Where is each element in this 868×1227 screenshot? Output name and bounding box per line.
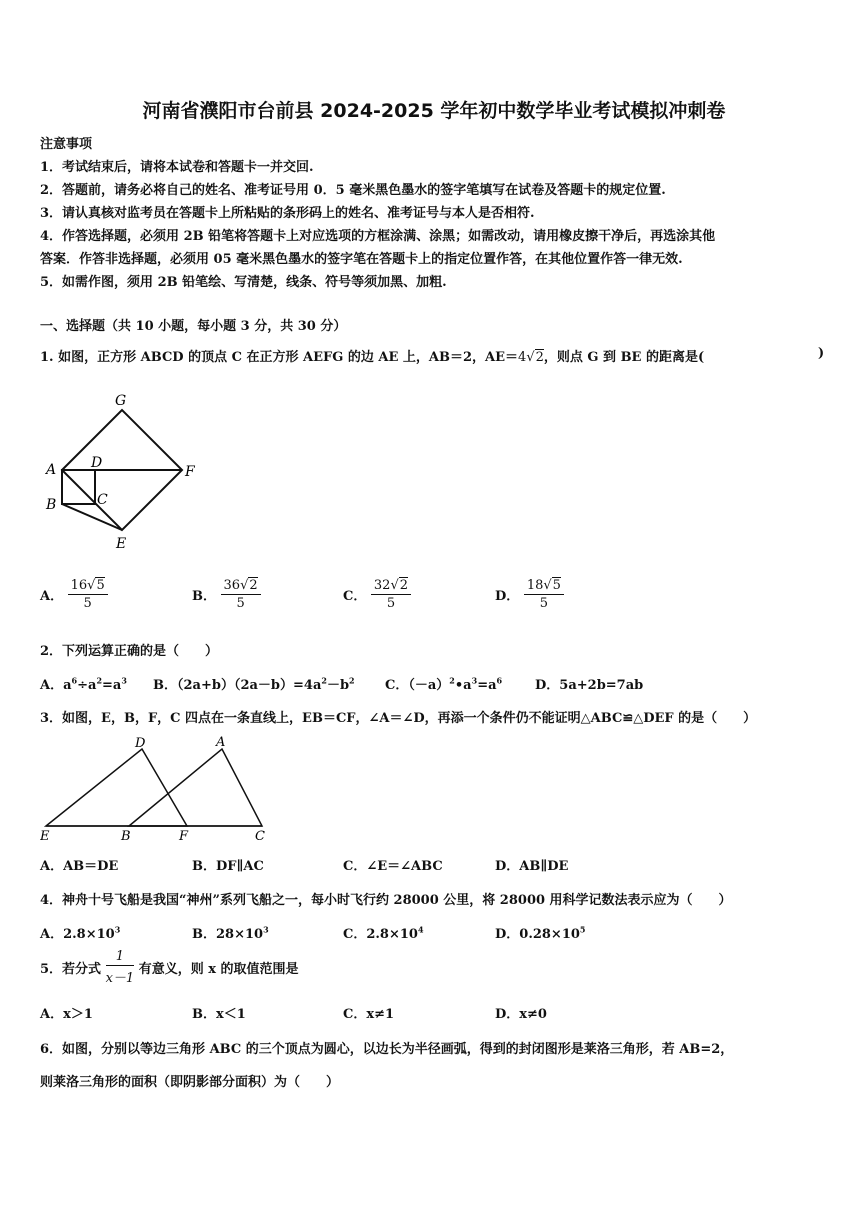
label-c: C bbox=[97, 492, 108, 508]
question-1-option-c: C． $\frac{32√2}{5}$ bbox=[343, 578, 411, 611]
question-1-figure bbox=[40, 388, 210, 558]
question-1-paren: ) bbox=[818, 346, 825, 361]
question-5-text: 5．若分式 $\frac{1}{x-1}$ 有意义，则 x 的取值范围是 bbox=[40, 949, 299, 986]
question-4-option-c: C．$2.8\times 10^4$ bbox=[343, 924, 424, 942]
question-3-option-a: A．AB＝DE bbox=[40, 859, 119, 874]
question-3-option-b: B．DF∥AC bbox=[192, 859, 264, 874]
label-f: F bbox=[185, 464, 195, 480]
triangle-def bbox=[46, 749, 187, 826]
question-3-figure bbox=[40, 732, 272, 844]
notice-item: 答案．作答非选择题，必须用 05 毫米黑色墨水的签字笔在答题卡上的指定位置作答，在其他位置作答一律无效. bbox=[40, 252, 683, 267]
question-5-option-d: D．x≠0 bbox=[495, 1007, 547, 1022]
question-1-option-a: A． $\frac{16√5}{5}$ bbox=[40, 578, 108, 611]
question-2-option-d: D．5a+2b=7ab bbox=[535, 678, 644, 693]
question-3-text: 3．如图，E，B，F，C 四点在一条直线上，EB＝CF，∠A＝∠D，再添一个条件仍不能证明△ABC≌△DEF 的是（ ） bbox=[40, 711, 757, 726]
label-a: A bbox=[46, 462, 57, 478]
question-4-text: 4．神舟十号飞船是我国“神州”系列飞船之一，每小时飞行约 28000 公里，将 28000 用科学记数法表示应为（ ） bbox=[40, 893, 732, 908]
label-e: E bbox=[116, 536, 127, 552]
label-d: D bbox=[135, 736, 146, 751]
question-4-option-b: B．$28\times 10^3$ bbox=[192, 924, 269, 942]
question-2-option-a: A．$a^6\div a^2=a^3$ bbox=[40, 675, 127, 693]
notice-item: 5．如需作图，须用 2B 铅笔绘、写清楚，线条、符号等须加黑、加粗. bbox=[40, 275, 447, 290]
label-d: D bbox=[91, 455, 103, 471]
label-e: E bbox=[40, 829, 50, 844]
notice-heading: 注意事项 bbox=[40, 137, 93, 152]
label-a: A bbox=[216, 735, 226, 750]
question-3-option-c: C．∠E＝∠ABC bbox=[343, 859, 443, 874]
label-g: G bbox=[115, 393, 127, 409]
page-title: 河南省濮阳市台前县 2024-2025 学年初中数学毕业考试模拟冲刺卷 bbox=[142, 100, 726, 122]
section-heading: 一、选择题（共 10 小题，每小题 3 分，共 30 分） bbox=[40, 319, 347, 334]
question-5-option-b: B．x＜1 bbox=[192, 1007, 246, 1022]
notice-item: 4．作答选择题，必须用 2B 铅笔将答题卡上对应选项的方框涂满、涂黑；如需改动，请用橡皮擦干净后，再选涂其他 bbox=[40, 229, 716, 244]
question-3-option-d: D．AB∥DE bbox=[495, 859, 569, 874]
question-2-option-c: C．$(-a)^2•a^3=a^6$ bbox=[385, 675, 503, 693]
question-6-line-1: 6．如图，分别以等边三角形 ABC 的三个顶点为圆心，以边长为半径画弧，得到的封闭图形是莱洛三角形，若 AB=2， bbox=[40, 1042, 734, 1057]
label-b: B bbox=[121, 829, 131, 844]
question-4-option-d: D．$0.28\times 10^5$ bbox=[495, 924, 586, 942]
notice-item: 1．考试结束后，请将本试卷和答题卡一并交回. bbox=[40, 160, 314, 175]
question-2-text: 2．下列运算正确的是（ ） bbox=[40, 644, 219, 659]
question-5-option-c: C．x≠1 bbox=[343, 1007, 395, 1022]
label-c: C bbox=[255, 829, 265, 844]
question-1-option-b: B． $\frac{36√2}{5}$ bbox=[192, 578, 261, 611]
segment-be bbox=[62, 504, 122, 530]
notice-item: 3．请认真核对监考员在答题卡上所粘贴的条形码上的姓名、准考证号与本人是否相符. bbox=[40, 206, 535, 221]
question-5-option-a: A．x＞1 bbox=[40, 1007, 93, 1022]
question-2-option-b: B．$(2a+b)(2a-b)=4a^2-b^2$ bbox=[153, 675, 355, 693]
label-b: B bbox=[46, 497, 57, 513]
notice-item: 2．答题前，请务必将自己的姓名、准考证号用 0．5 毫米黑色墨水的签字笔填写在试卷及答题卡的规定位置. bbox=[40, 183, 666, 198]
label-f: F bbox=[179, 829, 189, 844]
question-4-option-a: A．$2.8\times 10^3$ bbox=[40, 924, 121, 942]
question-1-text: 1. 如图，正方形 ABCD 的顶点 C 在正方形 AEFG 的边 AE 上，AB＝2，AE＝4√2，则点 G 到 BE 的距离是( bbox=[40, 350, 705, 365]
question-6-line-2: 则莱洛三角形的面积（即阴影部分面积）为（ ） bbox=[40, 1075, 340, 1090]
question-1-option-d: D． $\frac{18√5}{5}$ bbox=[495, 578, 564, 611]
